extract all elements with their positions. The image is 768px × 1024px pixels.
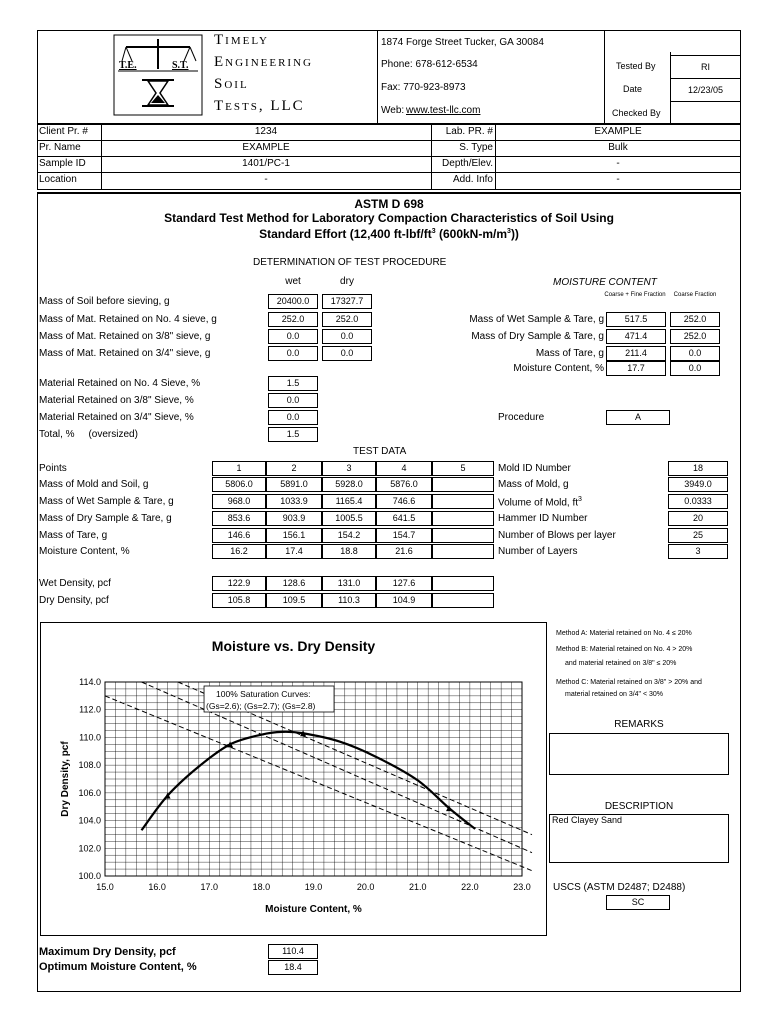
proc-wet-2: 252.0	[268, 312, 318, 327]
test-cell: 18.8	[322, 544, 376, 559]
proc-dry-3: 0.0	[322, 329, 372, 344]
density-cell: 110.3	[322, 593, 376, 608]
saturation-annotation-line-2: (Gs=2.6); (Gs=2.7); (Gs=2.8)	[206, 701, 316, 711]
mdd-value: 110.4	[268, 944, 318, 959]
description-text: Red Clayey Sand	[552, 815, 623, 825]
tested-by-value: RI	[670, 55, 741, 79]
test-cell	[432, 477, 494, 492]
x-tick-label: 23.0	[513, 882, 531, 892]
point-header-5: 5	[432, 461, 494, 476]
moisture-col-1-header: Coarse + Fine Fraction	[604, 292, 666, 298]
x-tick-label: 21.0	[408, 882, 427, 892]
omc-label: Optimum Moisture Content, %	[39, 961, 197, 973]
pct-label-1: Material Retained on No. 4 Sieve, %	[39, 378, 201, 389]
test-cell	[432, 528, 494, 543]
moisture-v2-4: 0.0	[670, 361, 720, 376]
test-row-label-5: Moisture Content, %	[39, 546, 130, 557]
mold-value-2: 3949.0	[668, 477, 728, 492]
moisture-col-2-header: Coarse Fraction	[673, 292, 717, 298]
test-cell: 146.6	[212, 528, 266, 543]
company-name-line-4: Tests, LLC	[214, 98, 305, 114]
test-cell	[432, 494, 494, 509]
procedure-value: A	[606, 410, 670, 425]
col-wet-header: wet	[285, 276, 301, 287]
points-label: Points	[39, 463, 67, 474]
y-tick-label: 104.0	[78, 815, 101, 826]
contact-address: 1874 Forge Street Tucker, GA 30084	[381, 37, 544, 48]
test-cell: 17.4	[266, 544, 322, 559]
y-tick-label: 100.0	[78, 871, 101, 881]
pct-value-4: 1.5	[268, 427, 318, 442]
density-cell: 128.6	[266, 576, 322, 591]
title-line-2b: (600kN-m/m	[435, 227, 508, 241]
mdd-label: Maximum Dry Density, pcf	[39, 946, 176, 958]
mold-value-6: 3	[668, 544, 728, 559]
description-label: DESCRIPTION	[604, 801, 674, 812]
company-name-line-2: Engineering	[214, 54, 313, 70]
moisture-v1-3: 211.4	[606, 346, 666, 361]
mold-label-3	[498, 496, 582, 508]
test-cell: 21.6	[376, 544, 432, 559]
proc-row-label-3: Mass of Mat. Retained on 3/8" sieve, g	[39, 331, 211, 342]
saturation-curve-gs26	[105, 696, 532, 871]
checked-by-value	[670, 101, 741, 124]
pct-label-3: Material Retained on 3/4" Sieve, %	[39, 412, 194, 423]
x-axis-label: Moisture Content, %	[265, 904, 362, 915]
x-tick-label: 15.0	[96, 882, 114, 892]
proc-wet-4: 0.0	[268, 346, 318, 361]
test-cell: 1005.5	[322, 511, 376, 526]
contact-phone: Phone: 678-612-6534	[381, 59, 478, 70]
title-line-2a: Standard Effort (12,400 ft-lbf/ft	[259, 227, 432, 241]
s-type-value: Bulk	[608, 142, 628, 153]
wet-density-label: Wet Density, pcf	[39, 578, 111, 589]
uscs-value: SC	[606, 895, 670, 910]
test-cell: 5876.0	[376, 477, 432, 492]
pr-name-value: EXAMPLE	[242, 142, 290, 153]
mold-value-3: 0.0333	[668, 494, 728, 509]
test-cell: 1165.4	[322, 494, 376, 509]
moisture-v1-1: 517.5	[606, 312, 666, 327]
moisture-label-1: Mass of Wet Sample & Tare, g	[469, 314, 604, 325]
proc-row-label-1: Mass of Soil before sieving, g	[39, 296, 170, 307]
test-cell: 903.9	[266, 511, 322, 526]
y-tick-label: 102.0	[78, 843, 101, 854]
scales-logo-icon	[112, 33, 204, 117]
tested-by-label: Tested By	[616, 61, 656, 71]
checked-by-label: Checked By	[612, 108, 661, 118]
test-cell: 641.5	[376, 511, 432, 526]
mold-label-1: Mold ID Number	[498, 463, 571, 474]
test-cell: 746.6	[376, 494, 432, 509]
moisture-v2-2: 252.0	[670, 329, 720, 344]
company-name-line-1: Timely	[214, 32, 269, 48]
moisture-v2-1: 252.0	[670, 312, 720, 327]
test-cell: 1033.9	[266, 494, 322, 509]
density-cell: 104.9	[376, 593, 432, 608]
date-value: 12/23/05	[670, 78, 741, 102]
test-cell: 968.0	[212, 494, 266, 509]
pct-value-2: 0.0	[268, 393, 318, 408]
moisture-v1-4: 17.7	[606, 361, 666, 376]
contact-fax: Fax: 770-923-8973	[381, 82, 466, 93]
pct-value-1: 1.5	[268, 376, 318, 391]
title-line-2	[37, 227, 741, 241]
method-a-text: Method A: Material retained on No. 4 ≤ 20%	[556, 630, 692, 637]
date-label: Date	[623, 84, 643, 94]
procedure-heading: DETERMINATION OF TEST PROCEDURE	[253, 257, 447, 268]
company-name-line-3: Soil	[214, 76, 249, 92]
pr-name-label: Pr. Name	[39, 142, 81, 153]
pct-label-4: Total, % (oversized)	[39, 429, 138, 440]
point-header-3: 3	[322, 461, 376, 476]
test-cell: 5928.0	[322, 477, 376, 492]
saturation-annotation-line-1: 100% Saturation Curves:	[216, 689, 311, 699]
contact-web-link[interactable]: www.test-llc.com	[406, 105, 481, 116]
moisture-heading: MOISTURE CONTENT	[553, 277, 657, 288]
title-sup-1: 3	[431, 228, 436, 235]
test-cell: 154.7	[376, 528, 432, 543]
title-sup-2: 3	[507, 228, 511, 235]
test-cell	[432, 511, 494, 526]
test-row-label-4: Mass of Tare, g	[39, 530, 108, 541]
point-header-2: 2	[266, 461, 322, 476]
mold-value-4: 20	[668, 511, 728, 526]
mold-value-5: 25	[668, 528, 728, 543]
density-cell	[432, 593, 494, 608]
sample-id-label: Sample ID	[39, 158, 86, 169]
y-tick-label: 106.0	[78, 787, 101, 798]
test-cell: 5806.0	[212, 477, 266, 492]
proc-dry-4: 0.0	[322, 346, 372, 361]
header-divider-1	[377, 30, 378, 124]
x-tick-label: 18.0	[252, 882, 271, 892]
add-info-label: Add. Info	[452, 174, 493, 185]
proc-dry-2: 252.0	[322, 312, 372, 327]
header-divider-2	[604, 30, 605, 124]
mold-label-6: Number of Layers	[498, 546, 578, 557]
test-cell: 16.2	[212, 544, 266, 559]
contact-web-label: Web:	[381, 105, 405, 116]
chart-title: Moisture vs. Dry Density	[211, 638, 376, 654]
density-cell	[432, 576, 494, 591]
moisture-label-4: Moisture Content, %	[513, 363, 604, 374]
title-line-1: Standard Test Method for Laboratory Compaction Characteristics of Soil Using	[164, 211, 614, 225]
dry-density-label: Dry Density, pcf	[39, 595, 109, 606]
point-header-1: 1	[212, 461, 266, 476]
density-cell: 131.0	[322, 576, 376, 591]
test-cell: 5891.0	[266, 477, 322, 492]
y-tick-label: 108.0	[78, 760, 101, 771]
procedure-label: Procedure	[498, 412, 545, 423]
mold-label-4: Hammer ID Number	[498, 513, 588, 524]
moisture-v1-2: 471.4	[606, 329, 666, 344]
pct-label-2: Material Retained on 3/8" Sieve, %	[39, 395, 194, 406]
company-logo	[112, 33, 204, 117]
lab-pr-value: EXAMPLE	[594, 126, 642, 137]
method-c-text-2: material retained on 3/4" < 30%	[565, 691, 664, 698]
project-row-line-3	[37, 172, 741, 173]
test-cell	[432, 544, 494, 559]
location-label: Location	[39, 174, 77, 185]
density-cell: 105.8	[212, 593, 266, 608]
sample-id-value: 1401/PC-1	[242, 158, 290, 169]
omc-value: 18.4	[268, 960, 318, 975]
moisture-label-3: Mass of Tare, g	[535, 348, 604, 359]
x-tick-label: 17.0	[200, 882, 219, 892]
x-tick-label: 22.0	[461, 882, 479, 892]
add-info-value: -	[616, 174, 620, 185]
proc-dry-1: 17327.7	[322, 294, 372, 309]
x-tick-label: 16.0	[148, 882, 166, 892]
remarks-box	[549, 733, 729, 775]
y-axis-label: Dry Density, pcf	[60, 741, 71, 817]
test-cell: 156.1	[266, 528, 322, 543]
project-row-line-1	[37, 140, 741, 141]
description-box	[549, 814, 729, 863]
title-line-2c: ))	[510, 227, 519, 241]
depth-value: -	[616, 158, 620, 169]
test-row-label-1: Mass of Mold and Soil, g	[39, 479, 149, 490]
test-cell: 154.2	[322, 528, 376, 543]
mold-label-3-sup: 3	[578, 496, 582, 503]
client-pr-label: Client Pr. #	[39, 126, 88, 137]
col-dry-header: dry	[340, 276, 354, 287]
point-header-4: 4	[376, 461, 432, 476]
test-cell: 853.6	[212, 511, 266, 526]
method-b-text-2: and material retained on 3/8" ≤ 20%	[565, 660, 677, 667]
method-b-text-1: Method B: Material retained on No. 4 > 20%	[556, 646, 693, 653]
x-tick-label: 19.0	[304, 882, 323, 892]
y-tick-label: 112.0	[79, 704, 101, 715]
proc-row-label-2: Mass of Mat. Retained on No. 4 sieve, g	[39, 314, 217, 325]
location-value: -	[264, 174, 268, 185]
project-row-line-2	[37, 156, 741, 157]
compaction-chart	[40, 622, 547, 936]
remarks-label: REMARKS	[614, 719, 664, 730]
uscs-label: USCS (ASTM D2487; D2488)	[553, 882, 686, 893]
proc-wet-1: 20400.0	[268, 294, 318, 309]
density-cell: 122.9	[212, 576, 266, 591]
moisture-label-2: Mass of Dry Sample & Tare, g	[471, 331, 604, 342]
y-tick-label: 110.0	[79, 732, 101, 743]
moisture-v2-3: 0.0	[670, 346, 720, 361]
mold-value-1: 18	[668, 461, 728, 476]
logo-text-right: S.T.	[172, 60, 189, 71]
lab-pr-label: Lab. PR. #	[445, 126, 493, 137]
test-row-label-3: Mass of Dry Sample & Tare, g	[39, 513, 172, 524]
test-row-label-2: Mass of Wet Sample & Tare, g	[39, 496, 174, 507]
compaction-curve-line	[141, 732, 475, 830]
logo-text-left: T.E.	[119, 60, 137, 71]
mold-label-3-text: Volume of Mold, ft	[498, 497, 579, 509]
proc-row-label-4: Mass of Mat. Retained on 3/4" sieve, g	[39, 348, 211, 359]
x-tick-label: 20.0	[356, 882, 375, 892]
proc-wet-3: 0.0	[268, 329, 318, 344]
test-data-heading: TEST DATA	[353, 446, 407, 457]
method-c-text-1: Method C: Material retained on 3/8" > 20% and	[556, 679, 702, 686]
s-type-label: S. Type	[459, 142, 493, 153]
astm-standard: ASTM D 698	[354, 197, 424, 211]
y-tick-label: 114.0	[79, 677, 101, 687]
pct-value-3: 0.0	[268, 410, 318, 425]
client-pr-value: 1234	[254, 126, 278, 137]
density-cell: 109.5	[266, 593, 322, 608]
depth-label: Depth/Elev.	[442, 158, 493, 169]
mold-label-2: Mass of Mold, g	[498, 479, 569, 490]
mold-label-5: Number of Blows per layer	[498, 530, 616, 541]
density-cell: 127.6	[376, 576, 432, 591]
